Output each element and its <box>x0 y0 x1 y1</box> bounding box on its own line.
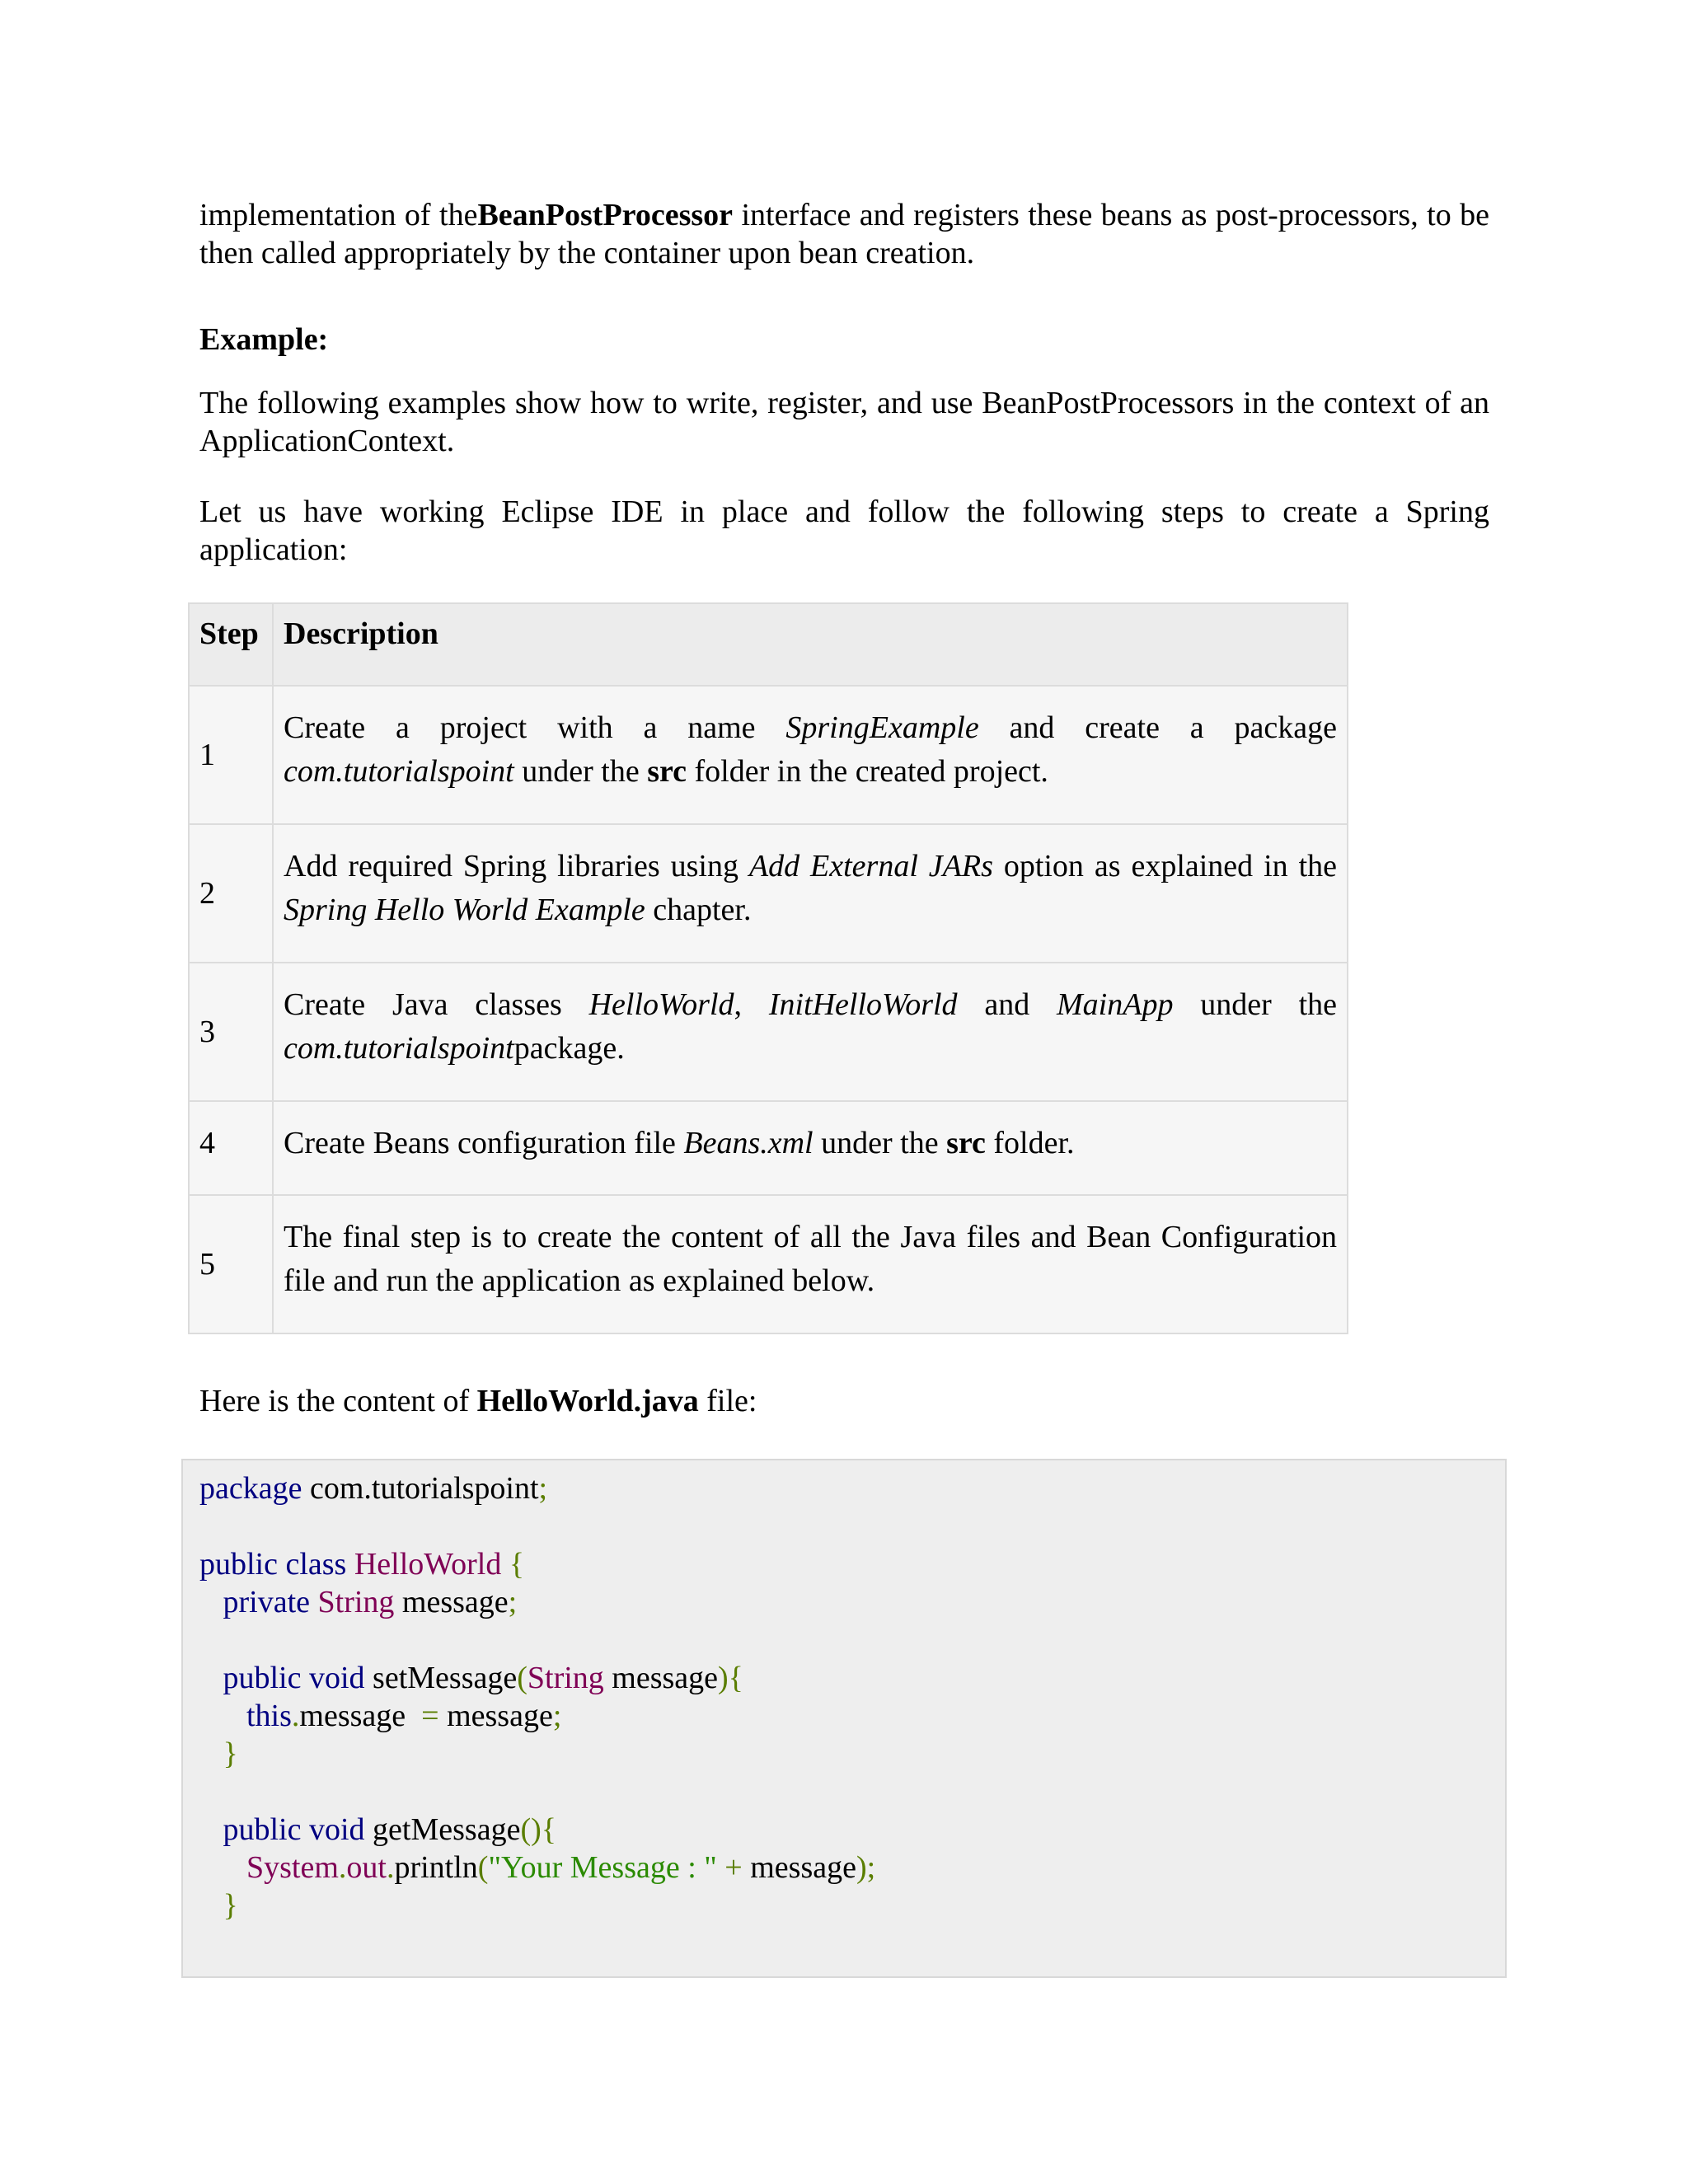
example-heading: Example: <box>199 322 329 357</box>
step-number: 3 <box>189 963 273 1101</box>
steps-table <box>188 602 1348 1334</box>
step-description: Create a project with a name SpringExample and create a package com.tutorialspoint under the src folder in the created project. <box>273 686 1348 824</box>
step-number: 4 <box>189 1101 273 1195</box>
step-description: The final step is to create the content of all the Java files and Bean Configuration file and run the application as explained below. <box>273 1195 1348 1333</box>
header-step: Step <box>189 603 273 686</box>
table-header-row <box>189 603 1348 686</box>
paragraph-eclipse-steps: Let us have working Eclipse IDE in place and follow the following steps to create a Spring application: <box>199 494 1489 567</box>
intro-paragraph <box>199 196 1489 272</box>
step-number: 1 <box>189 686 273 824</box>
header-description: Description <box>273 603 1348 686</box>
intro-text-pre: implementation of the <box>199 198 478 232</box>
table-row <box>189 824 1348 963</box>
table-row <box>189 686 1348 824</box>
step-description: Create Beans configuration file Beans.xml under the src folder. <box>273 1101 1348 1195</box>
table-row <box>189 1195 1348 1333</box>
table-row <box>189 963 1348 1101</box>
code-block: package com.tutorialspoint; public class HelloWorld { private String message; public void setMessage(String message){ this.message = message; } public void getMessage(){ System.out.println("Your Message : " + message); } <box>199 1471 876 1923</box>
intro-text-post: interface and registers these beans as post-processors, to be then called appropriately by the container upon bean creation. <box>199 198 1489 270</box>
table-row <box>189 1101 1348 1195</box>
file-intro-line: Here is the content of HelloWorld.java file: <box>199 1384 757 1418</box>
intro-bold-term: BeanPostProcessor <box>477 198 734 232</box>
step-number: 2 <box>189 824 273 963</box>
paragraph-beanpostprocessors: The following examples show how to write, register, and use BeanPostProcessors in the context of an ApplicationContext. <box>199 386 1489 458</box>
step-description: Create Java classes HelloWorld, InitHelloWorld and MainApp under the com.tutorialspointpackage. <box>273 963 1348 1101</box>
step-description: Add required Spring libraries using Add External JARs option as explained in the Spring Hello World Example chapter. <box>273 824 1348 963</box>
file-name: HelloWorld.java <box>476 1384 699 1418</box>
step-number: 5 <box>189 1195 273 1333</box>
